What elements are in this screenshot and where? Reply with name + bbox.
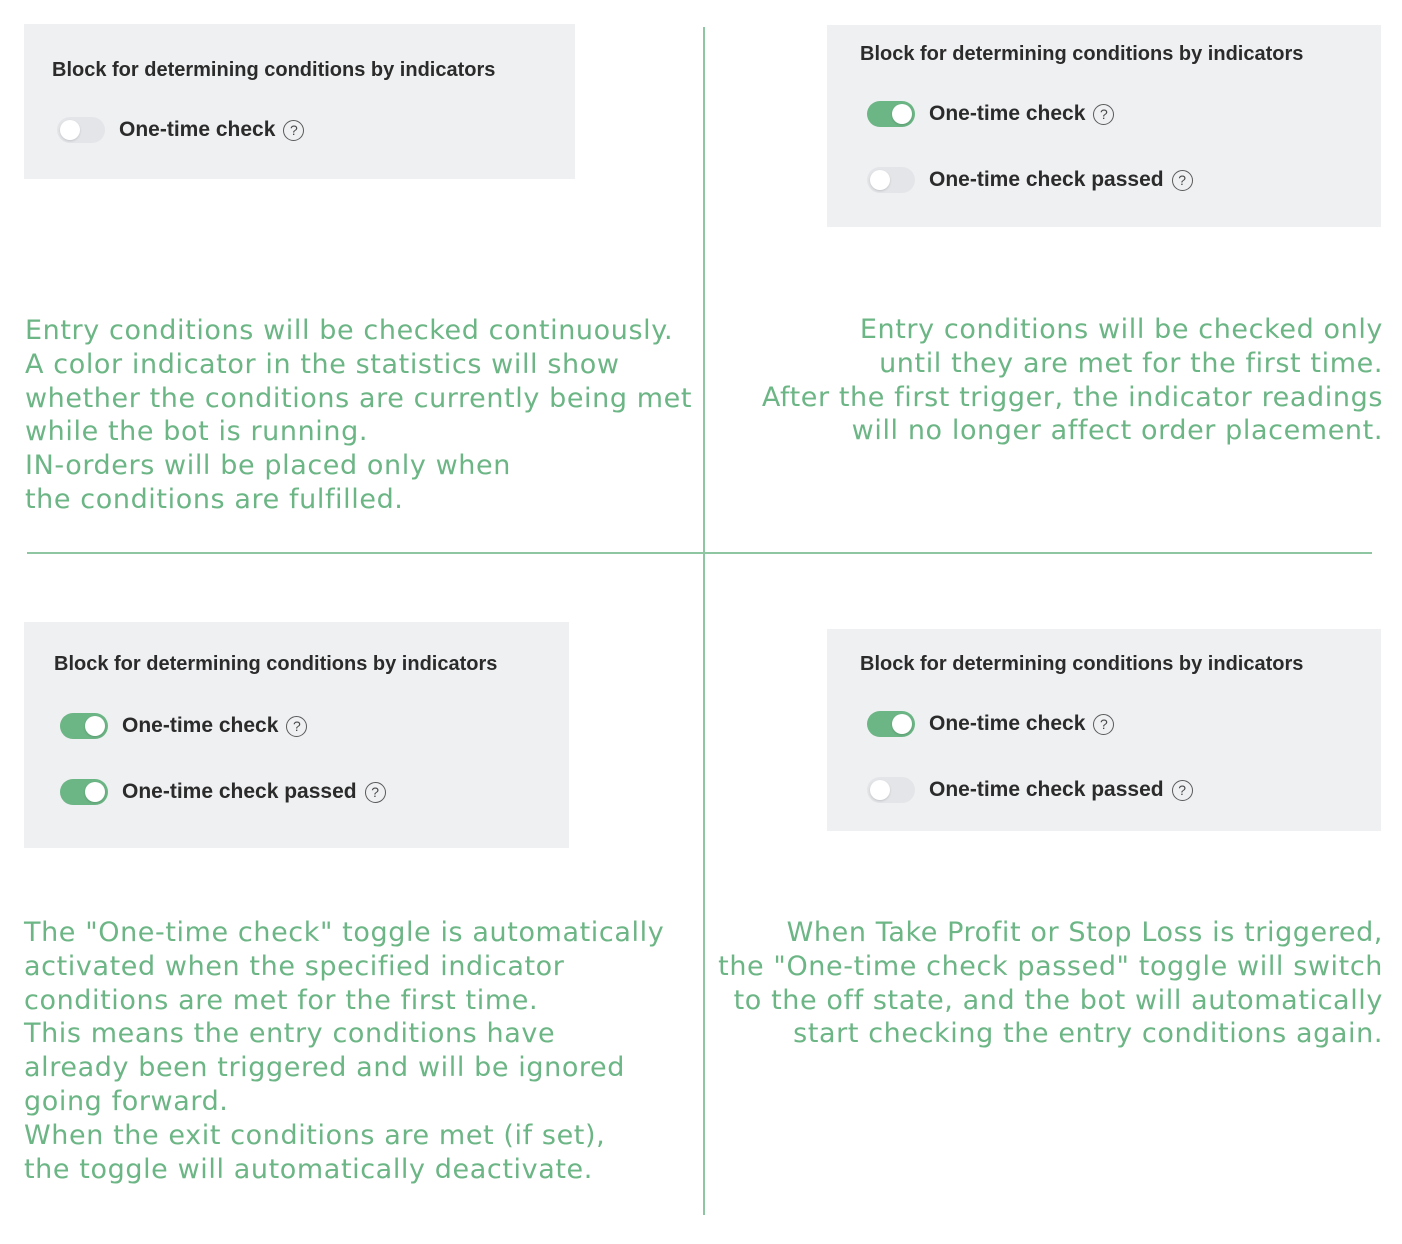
toggle-knob	[85, 782, 105, 802]
one-time-check-passed-label: One-time check passed	[929, 778, 1164, 801]
horizontal-divider	[27, 552, 1372, 554]
toggle-knob	[870, 780, 890, 800]
description-check-passed	[24, 916, 664, 1186]
one-time-check-toggle[interactable]	[57, 117, 105, 143]
one-time-check-row	[60, 713, 307, 739]
one-time-check-row	[867, 101, 1114, 127]
vertical-divider	[703, 27, 705, 1215]
one-time-check-row	[57, 117, 304, 143]
one-time-check-label: One-time check	[929, 102, 1086, 125]
description-line: When the exit conditions are met (if set),	[24, 1119, 606, 1151]
description-line: Entry conditions will be checked only	[859, 314, 1383, 345]
description-line: the "One-time check passed" toggle will switch	[718, 950, 1383, 982]
panel-title: Block for determining conditions by indicators	[860, 43, 1304, 65]
indicator-block-panel-1	[24, 24, 575, 179]
one-time-check-passed-row	[60, 779, 386, 805]
description-line: Entry conditions will be checked continuously.	[25, 315, 674, 346]
help-icon[interactable]: ?	[286, 716, 307, 737]
description-line: going forward.	[24, 1085, 229, 1117]
description-line: whether the conditions are currently being met	[25, 382, 693, 414]
description-line: IN-orders will be placed only when	[25, 450, 511, 482]
one-time-check-row	[867, 711, 1114, 737]
help-icon[interactable]: ?	[1093, 714, 1114, 735]
help-icon[interactable]: ?	[365, 782, 386, 803]
panel-title: Block for determining conditions by indicators	[860, 653, 1304, 675]
description-line: until they are met for the first time.	[879, 347, 1383, 379]
description-line: while the bot is running.	[25, 416, 369, 448]
description-line: already been triggered and will be ignored	[24, 1052, 625, 1084]
indicator-block-panel-3	[24, 622, 569, 848]
help-icon[interactable]: ?	[1172, 170, 1193, 191]
panel-title: Block for determining conditions by indicators	[54, 653, 498, 675]
description-line: start checking the entry conditions again.	[793, 1018, 1383, 1050]
one-time-check-label: One-time check	[122, 714, 279, 737]
description-tp-sl-reset	[718, 916, 1383, 1051]
description-line: A color indicator in the statistics will show	[25, 348, 620, 380]
description-continuous-check	[25, 314, 692, 517]
one-time-check-passed-toggle[interactable]	[60, 779, 108, 805]
one-time-check-label: One-time check	[119, 118, 276, 141]
description-line: conditions are met for the first time.	[24, 984, 539, 1016]
one-time-check-toggle[interactable]	[867, 711, 915, 737]
panel-title: Block for determining conditions by indicators	[52, 59, 496, 81]
one-time-check-passed-toggle[interactable]	[867, 167, 915, 193]
description-line: After the first trigger, the indicator readings	[761, 381, 1383, 413]
help-icon[interactable]: ?	[1093, 104, 1114, 125]
one-time-check-toggle[interactable]	[867, 101, 915, 127]
toggle-knob	[60, 120, 80, 140]
one-time-check-passed-row	[867, 167, 1193, 193]
indicator-block-panel-4	[827, 629, 1381, 831]
one-time-check-passed-toggle[interactable]	[867, 777, 915, 803]
description-line: When Take Profit or Stop Loss is triggered,	[786, 917, 1383, 948]
indicator-block-panel-2	[827, 25, 1381, 227]
one-time-check-passed-label: One-time check passed	[929, 168, 1164, 191]
description-line: The "One-time check" toggle is automatically	[24, 917, 665, 948]
description-line: to the off state, and the bot will automatically	[733, 984, 1383, 1016]
one-time-check-passed-label: One-time check passed	[122, 780, 357, 803]
help-icon[interactable]: ?	[283, 120, 304, 141]
description-line: the toggle will automatically deactivate.	[24, 1153, 593, 1185]
description-one-time-check	[762, 313, 1383, 448]
help-icon[interactable]: ?	[1172, 780, 1193, 801]
one-time-check-label: One-time check	[929, 712, 1086, 735]
description-line: will no longer affect order placement.	[851, 415, 1383, 447]
description-line: This means the entry conditions have	[24, 1018, 556, 1050]
description-line: the conditions are fulfilled.	[25, 483, 404, 515]
toggle-knob	[85, 716, 105, 736]
description-line: activated when the specified indicator	[24, 950, 565, 982]
one-time-check-passed-row	[867, 777, 1193, 803]
toggle-knob	[892, 714, 912, 734]
one-time-check-toggle[interactable]	[60, 713, 108, 739]
toggle-knob	[870, 170, 890, 190]
toggle-knob	[892, 104, 912, 124]
